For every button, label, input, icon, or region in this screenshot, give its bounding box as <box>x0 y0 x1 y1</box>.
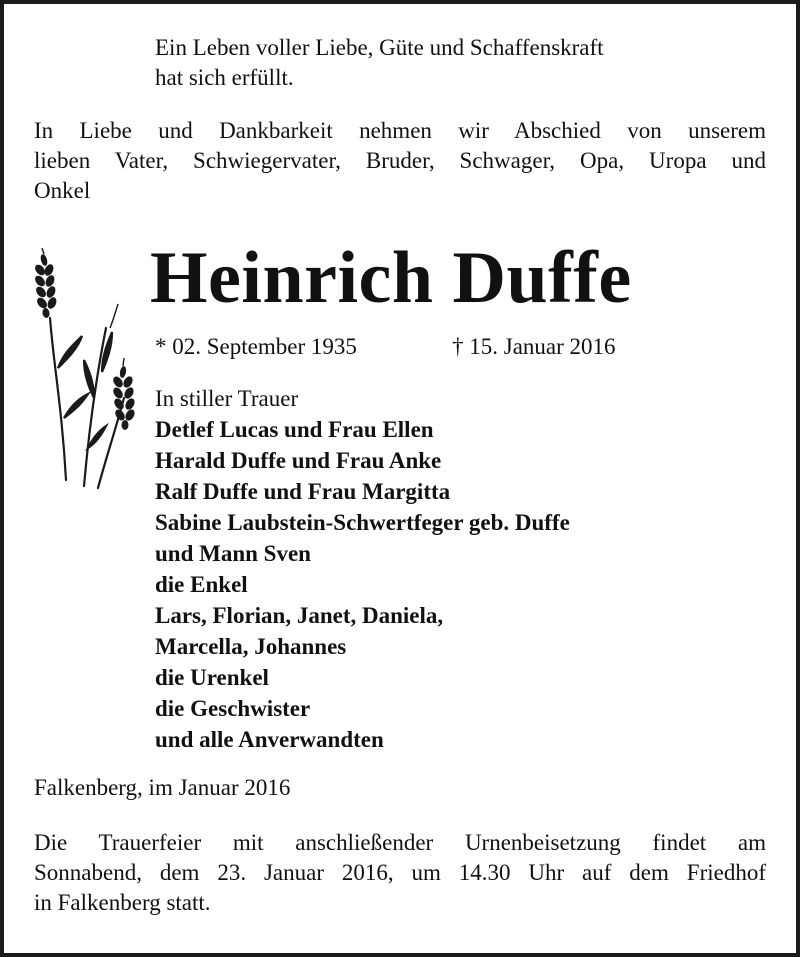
intro-line: lieben Vater, Schwiegervater, Bruder, Schwager, Opa, Uropa und <box>34 148 766 173</box>
mourner-line: Detlef Lucas und Frau Ellen <box>155 417 434 442</box>
service-line: Sonnabend, dem 23. Januar 2016, um 14.30 Uhr auf dem Friedhof <box>34 860 766 885</box>
funeral-service-text <box>34 828 766 918</box>
mourner-line: und Mann Sven <box>155 541 311 566</box>
mourner-line: die Urenkel <box>155 665 269 690</box>
mourner-line: die Geschwister <box>155 696 311 721</box>
mourner-line: Sabine Laubstein-Schwertfeger geb. Duffe <box>155 510 570 535</box>
mourners-block <box>155 383 570 755</box>
mourning-intro: In stiller Trauer <box>155 386 299 411</box>
motto-line: Ein Leben voller Liebe, Güte und Schaffenskraft <box>155 35 604 60</box>
place-date: Falkenberg, im Januar 2016 <box>34 775 291 800</box>
birth-date: * 02. September 1935 <box>155 334 357 359</box>
mourner-line: Ralf Duffe und Frau Margitta <box>155 479 451 504</box>
death-date: † 15. Januar 2016 <box>452 334 616 359</box>
intro-text <box>34 116 766 206</box>
motto-line: hat sich erfüllt. <box>155 65 294 90</box>
intro-line: In Liebe und Dankbarkeit nehmen wir Abschied von unserem <box>34 118 766 143</box>
motto <box>155 33 604 93</box>
mourner-line: Lars, Florian, Janet, Daniela, <box>155 603 444 628</box>
mourner-line: die Enkel <box>155 572 248 597</box>
mourner-line: Harald Duffe und Frau Anke <box>155 448 442 473</box>
intro-line: Onkel <box>34 178 91 203</box>
wheat-ears-icon <box>28 248 146 496</box>
life-dates <box>155 332 616 362</box>
service-line: Die Trauerfeier mit anschließender Urnenbeisetzung findet am <box>34 830 766 855</box>
mourner-line: Marcella, Johannes <box>155 634 347 659</box>
mourner-line: und alle Anverwandten <box>155 727 384 752</box>
deceased-name: Heinrich Duffe <box>150 237 632 319</box>
service-line: in Falkenberg statt. <box>34 890 211 915</box>
